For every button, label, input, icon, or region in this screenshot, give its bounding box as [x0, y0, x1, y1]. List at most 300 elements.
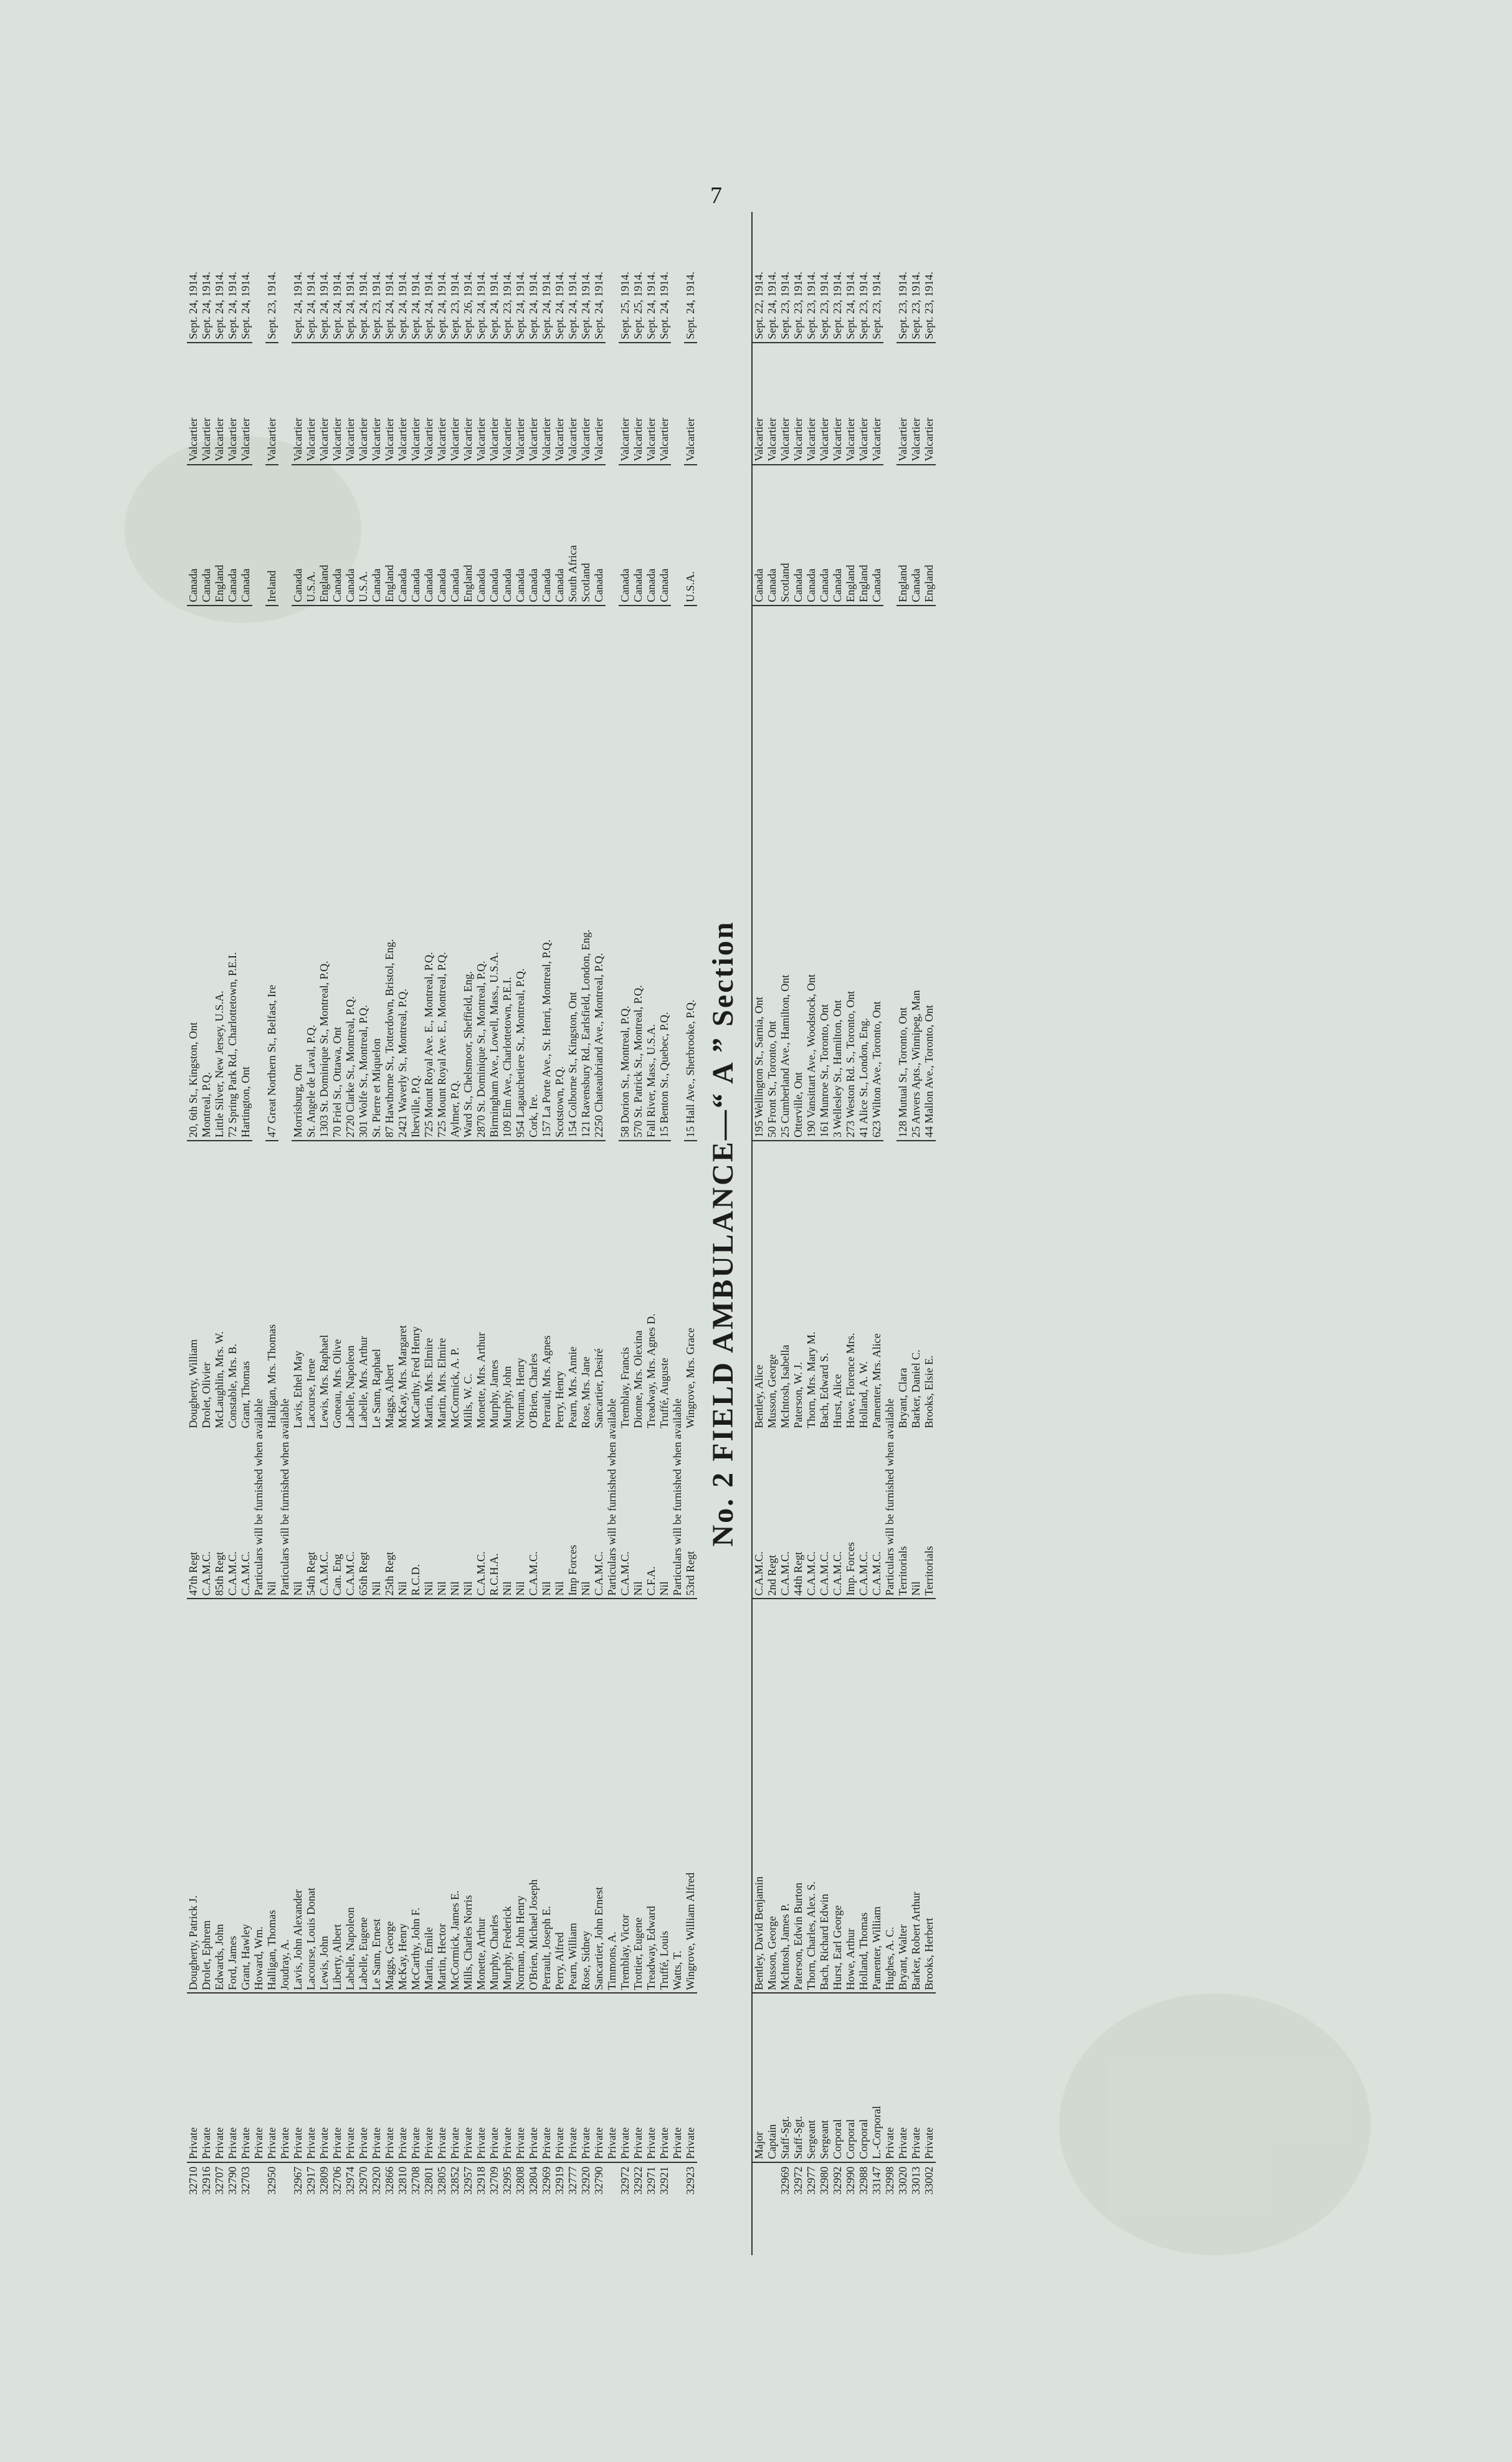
name-cell: Hughes, A. C. — [883, 1599, 896, 1993]
name-cell: Lewis, John — [318, 1599, 331, 1993]
regimental-number-cell — [752, 2162, 766, 2255]
birthplace-cell: Canada — [910, 465, 923, 606]
place-of-enlistment-cell: Valcartier — [684, 343, 697, 465]
page-number: 7 — [710, 183, 723, 209]
rotated-page-content — [187, 212, 1283, 2255]
former-corps-cell: Nil — [910, 1581, 922, 1596]
date-of-enlistment-cell: Sept. 23, 1914. — [779, 272, 791, 340]
table-row — [857, 212, 870, 2255]
rank-cell: Private — [252, 1993, 265, 2162]
date-of-enlistment-cell: Sept. 24, 1914. — [187, 272, 199, 340]
former-corps-cell: Nil — [449, 1581, 461, 1596]
place-of-enlistment-cell: Valcartier — [514, 343, 527, 465]
next-of-kin-cell: Bach, Edward S. — [818, 1141, 831, 1431]
regimental-number-cell — [766, 2162, 779, 2255]
name-cell: Hurst, Earl George — [831, 1599, 844, 1993]
place-of-enlistment-cell: Valcartier — [305, 343, 318, 465]
rank-cell: Private — [331, 1993, 344, 2162]
birthplace-cell: Canada — [766, 465, 779, 606]
former-corps-cell: Nil — [514, 1581, 526, 1596]
place-of-enlistment-cell: Valcartier — [857, 343, 870, 465]
table-row — [923, 212, 936, 2255]
birthplace-cell: Canada — [632, 465, 645, 606]
place-of-enlistment-cell: Valcartier — [766, 343, 779, 465]
address-cell: 70 Friel St., Ottawa, Ont — [331, 606, 344, 1141]
birthplace-cell: England — [896, 465, 910, 606]
date-of-enlistment-cell: Sept. 24, 1914. — [318, 272, 330, 340]
address-cell: Otterville, Ont — [792, 606, 805, 1141]
former-corps-cell: C.A.M.C. — [318, 1551, 330, 1596]
place-of-enlistment-cell: Valcartier — [462, 343, 475, 465]
table-row — [870, 212, 883, 2255]
name-cell: Treadway, Edward — [645, 1599, 658, 1993]
date-of-enlistment-cell: Sept. 24, 1914. — [645, 272, 657, 340]
rank-cell: Staff-Sgt. — [779, 1993, 792, 2162]
former-corps-cell: 85th Regt — [213, 1551, 226, 1596]
date-of-enlistment-cell: Sept. 24, 1914. — [331, 272, 343, 340]
name-cell: Timmons, A. — [606, 1599, 619, 1993]
table-row — [501, 212, 514, 2255]
address-cell: 301 Wolfe St., Montreal, P.Q. — [357, 606, 370, 1141]
address-cell: 954 Lagauchetiere St., Montreal, P.Q. — [514, 606, 527, 1141]
name-cell: Norman, John Henry — [514, 1599, 527, 1993]
table-row — [566, 212, 579, 2255]
birthplace-cell: Canada — [592, 465, 606, 606]
date-of-enlistment-cell: Sept. 24, 1914. — [422, 272, 435, 340]
next-of-kin-cell: Le Sann, Raphael — [370, 1141, 383, 1431]
date-of-enlistment-cell: Sept. 23, 1914. — [923, 272, 935, 340]
regimental-number-cell: 32950 — [265, 2162, 278, 2255]
place-of-enlistment-cell: Valcartier — [292, 343, 305, 465]
table-row — [318, 212, 331, 2255]
table-row — [792, 212, 805, 2255]
regimental-number-cell: 32920 — [579, 2162, 592, 2255]
address-cell: 2250 Chateaubriand Ave., Montreal, P.Q. — [592, 606, 606, 1141]
date-of-enlistment-cell: Sept. 24, 1914. — [344, 272, 356, 340]
regimental-number-cell — [671, 2162, 684, 2255]
address-cell: 25 Cumberland Ave., Hamilton, Ont — [779, 606, 792, 1141]
table-block-2 — [751, 212, 936, 2255]
table-row — [357, 212, 370, 2255]
rank-cell: Private — [671, 1993, 684, 2162]
birthplace-cell: Canada — [540, 465, 553, 606]
next-of-kin-cell: Pearn, Mrs. Annie — [566, 1141, 579, 1431]
address-cell: 570 St. Patrick St., Montreal, P.Q. — [632, 606, 645, 1141]
place-of-enlistment-cell: Valcartier — [619, 343, 632, 465]
name-cell: O'Brien, Michael Joseph — [527, 1599, 540, 1993]
place-of-enlistment-cell: Valcartier — [187, 343, 200, 465]
name-cell: Martin, Emile — [422, 1599, 435, 1993]
regimental-number-cell: 32810 — [396, 2162, 409, 2255]
next-of-kin-cell: McCormick, A. P. — [449, 1141, 462, 1431]
name-cell: Howard, Wm. — [252, 1599, 265, 1993]
address-cell: Fall River, Mass., U.S.A. — [645, 606, 658, 1141]
table-row — [514, 212, 527, 2255]
name-cell: McCormick, James E. — [449, 1599, 462, 1993]
date-of-enlistment-cell: Sept. 24, 1914. — [213, 272, 226, 340]
rank-cell: Captain — [766, 1993, 779, 2162]
date-of-enlistment-cell: Sept. 24, 1914. — [527, 272, 540, 340]
address-cell: 3 Wellesley St., Hamilton, Ont — [831, 606, 844, 1141]
date-of-enlistment-cell: Sept. 24, 1914. — [396, 272, 409, 340]
rank-cell: Private — [514, 1993, 527, 2162]
date-of-enlistment-cell: Sept. 24, 1914. — [553, 272, 566, 340]
birthplace-cell: Ireland — [265, 465, 278, 606]
table-row — [684, 212, 697, 2255]
table-row — [606, 212, 619, 2255]
next-of-kin-cell: Wingrove, Mrs. Grace — [684, 1141, 697, 1431]
table-row — [396, 212, 409, 2255]
former-corps-cell: C.A.M.C. — [857, 1551, 870, 1596]
name-cell: Pearn, William — [566, 1599, 579, 1993]
name-cell: McKay, Henry — [396, 1599, 409, 1993]
birthplace-cell: England — [857, 465, 870, 606]
place-of-enlistment-cell: Valcartier — [475, 343, 488, 465]
name-cell: Maggs, George — [383, 1599, 396, 1993]
rank-cell: Private — [370, 1993, 383, 2162]
regimental-number-cell: 33147 — [870, 2162, 883, 2255]
name-cell: Bach, Richard Edwin — [818, 1599, 831, 1993]
date-of-enlistment-cell: Sept. 23, 1914. — [805, 272, 817, 340]
regimental-number-cell: 33013 — [910, 2162, 923, 2255]
next-of-kin-cell: Truffé, Auguste — [658, 1141, 671, 1431]
place-of-enlistment-cell: Valcartier — [409, 343, 422, 465]
table-body — [187, 212, 697, 2255]
next-of-kin-cell: Halligan, Mrs. Thomas — [265, 1141, 278, 1431]
regimental-number-cell: 32969 — [779, 2162, 792, 2255]
table-row — [579, 212, 592, 2255]
name-cell: Dougherty, Patrick J. — [187, 1599, 200, 1993]
regimental-number-cell: 32709 — [488, 2162, 501, 2255]
name-cell: Howe, Arthur — [844, 1599, 857, 1993]
regimental-number-cell: 32808 — [514, 2162, 527, 2255]
regimental-number-cell: 32920 — [370, 2162, 383, 2255]
table-row — [766, 212, 779, 2255]
name-cell: Musson, George — [766, 1599, 779, 1993]
date-of-enlistment-cell: Sept. 24, 1914. — [239, 272, 252, 340]
former-corps-cell: Nil — [435, 1581, 448, 1596]
regimental-number-cell: 32988 — [857, 2162, 870, 2255]
birthplace-cell: Canada — [752, 465, 766, 606]
place-of-enlistment-cell: Valcartier — [896, 343, 910, 465]
address-cell: 15 Hall Ave., Sherbrooke, P.Q. — [684, 606, 697, 1141]
name-cell: Holland, Thomas — [857, 1599, 870, 1993]
table-row — [422, 212, 435, 2255]
next-of-kin-cell: Martin, Mrs. Elmire — [422, 1141, 435, 1431]
name-cell: Mills, Charles Norris — [462, 1599, 475, 1993]
former-corps-cell: C.F.A. — [645, 1566, 657, 1596]
birthplace-cell: Canada — [187, 465, 200, 606]
address-cell: 109 Elm Ave., Charlottetown, P.E.I. — [501, 606, 514, 1141]
name-cell: Watts, T. — [671, 1599, 684, 1993]
rank-cell: Private — [435, 1993, 449, 2162]
rank-cell: Private — [619, 1993, 632, 2162]
former-corps-cell: 54th Regt — [305, 1551, 317, 1596]
next-of-kin-cell: Hurst, Alice — [831, 1141, 844, 1431]
address-cell: 58 Dorion St., Montreal, P.Q. — [619, 606, 632, 1141]
birthplace-cell: Canada — [488, 465, 501, 606]
regimental-number-cell: 32804 — [527, 2162, 540, 2255]
name-cell: Lavis, John Alexander — [292, 1599, 305, 1993]
rank-cell: Corporal — [844, 1993, 857, 2162]
rank-cell: Private — [896, 1993, 910, 2162]
address-cell: 725 Mount Royal Ave. E., Montreal, P.Q. — [435, 606, 449, 1141]
birthplace-cell: Canada — [831, 465, 844, 606]
former-corps-cell: C.A.M.C. — [592, 1551, 605, 1596]
table-row — [409, 212, 422, 2255]
address-cell: 15 Benton St., Quebec, P.Q. — [658, 606, 671, 1141]
regimental-number-cell: 32708 — [409, 2162, 422, 2255]
rank-cell: Sergeant — [805, 1993, 818, 2162]
regimental-number-cell: 32852 — [449, 2162, 462, 2255]
table-block-1 — [187, 212, 697, 2255]
date-of-enlistment-cell: Sept. 23, 1914. — [449, 272, 461, 340]
name-cell: Bryant, Walter — [896, 1599, 910, 1993]
next-of-kin-cell: Brooks, Elsie E. — [923, 1141, 936, 1431]
name-cell: Halligan, Thomas — [265, 1599, 278, 1993]
former-corps-cell: R.C.H.A. — [488, 1553, 500, 1596]
next-of-kin-cell: Martin, Mrs. Elmire — [435, 1141, 449, 1431]
date-of-enlistment-cell: Sept. 22, 1914. — [753, 272, 765, 340]
rank-cell: Sergeant — [818, 1993, 831, 2162]
former-corps-cell: C.A.M.C. — [200, 1551, 212, 1596]
rank-cell: Private — [488, 1993, 501, 2162]
address-cell: Little Silver, New Jersey, U.S.A. — [213, 606, 226, 1141]
birthplace-cell: Canada — [514, 465, 527, 606]
birthplace-cell: Canada — [501, 465, 514, 606]
former-corps-cell: C.A.M.C. — [226, 1551, 239, 1596]
next-of-kin-cell: McKay, Mrs. Margaret — [396, 1141, 409, 1431]
regimental-number-cell: 32972 — [792, 2162, 805, 2255]
former-corps-cell: R.C.D. — [409, 1564, 422, 1596]
rank-cell: Private — [292, 1993, 305, 2162]
next-of-kin-cell: Mills, W. C. — [462, 1141, 475, 1431]
table-row — [883, 212, 896, 2255]
rank-cell: Private — [200, 1993, 213, 2162]
place-of-enlistment-cell: Valcartier — [226, 343, 239, 465]
next-of-kin-cell: Lacourse, Irene — [305, 1141, 318, 1431]
birthplace-cell: Scotland — [579, 465, 592, 606]
table-row — [449, 212, 462, 2255]
birthplace-cell: Scotland — [779, 465, 792, 606]
next-of-kin-cell: Pamenter, Mrs. Alice — [870, 1141, 883, 1431]
regimental-number-cell: 32706 — [331, 2162, 344, 2255]
former-corps-cell: C.A.M.C. — [805, 1551, 817, 1596]
date-of-enlistment-cell: Sept. 25, 1914. — [619, 272, 631, 340]
place-of-enlistment-cell: Valcartier — [383, 343, 396, 465]
next-of-kin-cell: Drolet, Olivier — [200, 1141, 213, 1431]
birthplace-cell: Canada — [435, 465, 449, 606]
regimental-number-cell: 32980 — [818, 2162, 831, 2255]
place-of-enlistment-cell: Valcartier — [344, 343, 357, 465]
address-cell: 2870 St. Dominique St., Montreal, P.Q. — [475, 606, 488, 1141]
former-corps-cell: Can. Eng — [331, 1554, 343, 1596]
place-of-enlistment-cell: Valcartier — [592, 343, 606, 465]
regimental-number-cell: 32777 — [566, 2162, 579, 2255]
birthplace-cell: Canada — [792, 465, 805, 606]
former-corps-cell: Nil — [579, 1581, 592, 1596]
address-cell: 87 Hawthorne St., Totterdown, Bristol, Eng. — [383, 606, 396, 1141]
place-of-enlistment-cell: Valcartier — [422, 343, 435, 465]
rank-cell: Private — [475, 1993, 488, 2162]
table-row — [671, 212, 684, 2255]
next-of-kin-cell: Musson, George — [766, 1141, 779, 1431]
name-cell: Labelle, Napoleon — [344, 1599, 357, 1993]
name-cell: Drolet, Ephrem — [200, 1599, 213, 1993]
address-cell: Ward St., Chelsmoor, Sheffield, Eng. — [462, 606, 475, 1141]
rank-cell: Private — [357, 1993, 370, 2162]
regimental-number-cell: 32923 — [684, 2162, 697, 2255]
date-of-enlistment-cell: Sept. 24, 1914. — [514, 272, 526, 340]
table-row — [592, 212, 606, 2255]
birthplace-cell: England — [844, 465, 857, 606]
name-cell: Perry, Alfred — [553, 1599, 566, 1993]
rank-cell: Corporal — [857, 1993, 870, 2162]
name-cell: Monette, Arthur — [475, 1599, 488, 1993]
regimental-number-cell — [278, 2162, 292, 2255]
birthplace-cell: Canada — [422, 465, 435, 606]
former-corps-cell: Nil — [422, 1581, 435, 1596]
name-cell: Wingrove, William Alfred — [684, 1599, 697, 1993]
former-corps-cell: 25th Regt — [383, 1551, 396, 1596]
next-of-kin-cell: Thorn, Mrs. Mary M. — [805, 1141, 818, 1431]
table-row — [344, 212, 357, 2255]
next-of-kin-cell: Perry, Henry — [553, 1141, 566, 1431]
place-of-enlistment-cell: Valcartier — [870, 343, 883, 465]
section-title: No. 2 FIELD AMBULANCE—“ A ” Section — [706, 920, 739, 1547]
former-corps-cell: Nil — [396, 1581, 409, 1596]
name-cell: Pamenter, William — [870, 1599, 883, 1993]
table-row — [752, 212, 766, 2255]
table-row — [831, 212, 844, 2255]
birthplace-cell: Canada — [239, 465, 252, 606]
regimental-number-cell: 32918 — [475, 2162, 488, 2255]
note-cell: Particulars will be furnished when available — [252, 1398, 265, 1596]
former-corps-cell: 47th Regt — [187, 1551, 199, 1596]
former-corps-cell: C.A.M.C. — [239, 1551, 252, 1596]
place-of-enlistment-cell: Valcartier — [527, 343, 540, 465]
place-of-enlistment-cell: Valcartier — [540, 343, 553, 465]
table-row — [383, 212, 396, 2255]
place-of-enlistment-cell: Valcartier — [566, 343, 579, 465]
date-of-enlistment-cell: Sept. 24, 1914. — [475, 272, 487, 340]
name-cell: Le Sann, Ernest — [370, 1599, 383, 1993]
date-of-enlistment-cell: Sept. 23, 1914. — [857, 272, 870, 340]
regimental-number-cell: 32919 — [553, 2162, 566, 2255]
rank-cell: Private — [658, 1993, 671, 2162]
rank-cell: Major — [752, 1993, 766, 2162]
note-cell: Particulars will be furnished when available — [883, 1398, 896, 1596]
name-cell: Murphy, Charles — [488, 1599, 501, 1993]
place-of-enlistment-cell: Valcartier — [213, 343, 226, 465]
address-cell: Cork, Ire. — [527, 606, 540, 1141]
regimental-number-cell: 32922 — [632, 2162, 645, 2255]
birthplace-cell: England — [383, 465, 396, 606]
date-of-enlistment-cell: Sept. 23, 1914. — [818, 272, 830, 340]
date-of-enlistment-cell: Sept. 24, 1914. — [844, 272, 857, 340]
date-of-enlistment-cell: Sept. 23, 1914. — [370, 272, 383, 340]
address-cell: 72 Spring Park Rd., Charlottetown, P.E.I. — [226, 606, 239, 1141]
address-cell: 195 Wellington St., Sarnia, Ont — [752, 606, 766, 1141]
name-cell: Tremblay, Victor — [619, 1599, 632, 1993]
regimental-number-cell: 32917 — [305, 2162, 318, 2255]
former-corps-cell: Nil — [540, 1581, 553, 1596]
former-corps-cell: Imp Forces — [566, 1544, 579, 1596]
table-row — [658, 212, 671, 2255]
rank-cell: Private — [606, 1993, 619, 2162]
table-row — [462, 212, 475, 2255]
date-of-enlistment-cell: Sept. 24, 1914. — [305, 272, 317, 340]
place-of-enlistment-cell: Valcartier — [831, 343, 844, 465]
next-of-kin-cell: Dougherty, William — [187, 1141, 200, 1431]
address-cell: 41 Alice St., London, Eng. — [857, 606, 870, 1141]
regimental-number-cell: 32977 — [805, 2162, 818, 2255]
birthplace-cell: Canada — [344, 465, 357, 606]
regimental-number-cell: 32969 — [540, 2162, 553, 2255]
address-cell: Aylmer, P.Q. — [449, 606, 462, 1141]
table-row — [278, 212, 292, 2255]
rank-cell: Private — [910, 1993, 923, 2162]
address-cell: 50 Front St., Toronto, Ont — [766, 606, 779, 1141]
address-cell: 190 Vansittart Ave., Woodstock, Ont — [805, 606, 818, 1141]
date-of-enlistment-cell: Sept. 24, 1914. — [766, 272, 778, 340]
next-of-kin-cell: Goneau, Mrs. Olive — [331, 1141, 344, 1431]
place-of-enlistment-cell: Valcartier — [818, 343, 831, 465]
next-of-kin-cell: Murphy, James — [488, 1141, 501, 1431]
birthplace-cell: Canada — [805, 465, 818, 606]
rank-cell: Private — [553, 1993, 566, 2162]
address-cell: 725 Mount Royal Ave. E., Montreal, P.Q. — [422, 606, 435, 1141]
next-of-kin-cell: Rose, Mrs. Jane — [579, 1141, 592, 1431]
date-of-enlistment-cell: Sept. 24, 1914. — [226, 272, 239, 340]
regimental-number-cell: 32990 — [844, 2162, 857, 2255]
place-of-enlistment-cell: Valcartier — [844, 343, 857, 465]
table-row — [896, 212, 910, 2255]
regimental-number-cell — [252, 2162, 265, 2255]
former-corps-cell: C.A.M.C. — [831, 1551, 844, 1596]
next-of-kin-cell: McIntosh, Isabella — [779, 1141, 792, 1431]
table-row — [540, 212, 553, 2255]
regimental-number-cell: 32916 — [200, 2162, 213, 2255]
address-cell: 2720 Clarke St., Montreal, P.Q. — [344, 606, 357, 1141]
place-of-enlistment-cell: Valcartier — [331, 343, 344, 465]
regimental-number-cell: 32710 — [187, 2162, 200, 2255]
date-of-enlistment-cell: Sept. 23, 1914. — [910, 272, 922, 340]
regimental-number-cell: 32992 — [831, 2162, 844, 2255]
place-of-enlistment-cell: Valcartier — [200, 343, 213, 465]
table-row — [370, 212, 383, 2255]
address-cell: 25 Anvers Apts., Winnipeg, Man — [910, 606, 923, 1141]
address-cell: Birmingham Ave., Lowell, Mass., U.S.A. — [488, 606, 501, 1141]
former-corps-cell: Territorials — [923, 1546, 935, 1596]
rank-cell: Private — [527, 1993, 540, 2162]
regimental-number-cell: 32974 — [344, 2162, 357, 2255]
next-of-kin-cell: Norman, Henry — [514, 1141, 527, 1431]
address-cell: 154 Colborne St., Kingston, Ont — [566, 606, 579, 1141]
next-of-kin-cell: Tremblay, Francis — [619, 1141, 632, 1431]
rank-cell: Staff-Sgt. — [792, 1993, 805, 2162]
regimental-number-cell — [606, 2162, 619, 2255]
address-cell: Scotstown, P.Q. — [553, 606, 566, 1141]
former-corps-cell: Nil — [265, 1581, 278, 1596]
date-of-enlistment-cell: Sept. 25, 1914. — [632, 272, 644, 340]
name-cell: Labelle, Eugene — [357, 1599, 370, 1993]
date-of-enlistment-cell: Sept. 24, 1914. — [435, 272, 448, 340]
rank-cell: Private — [383, 1993, 396, 2162]
birthplace-cell: Canada — [818, 465, 831, 606]
place-of-enlistment-cell: Valcartier — [658, 343, 671, 465]
regimental-number-cell: 32921 — [658, 2162, 671, 2255]
